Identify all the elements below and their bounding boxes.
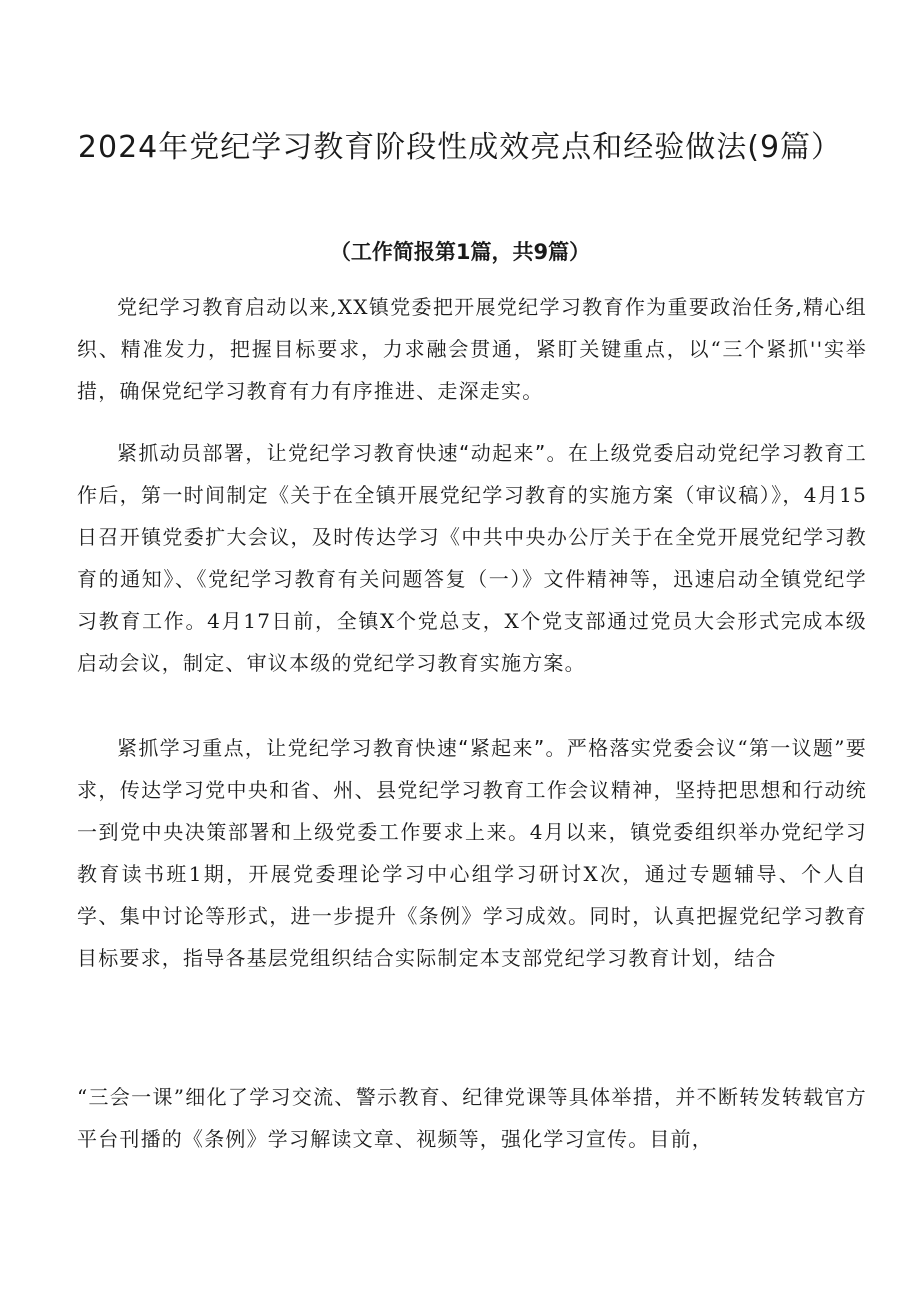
paragraph-lead: 紧抓动员部署，让党纪学习教育快速“动起来”。 <box>117 441 568 465</box>
paragraph-study-focus <box>77 727 867 979</box>
document-subtitle: （工作简报第1篇，共9篇） <box>329 240 591 264</box>
paragraph-text: 严格落实党委会议“第一议题”要求，传达学习党中央和省、州、县党纪学习教育工作会议精神，坚持把思想和行动统一到党中央决策部署和上级党委工作要求上来。4月以来，镇党委组织举办党纪学习教育读书班1期，开展党委理论学习中心组学习研讨X次，通过专题辅导、个人自学、集中讨论等形式，进一步提升《条例》学习成效。同时，认真把握党纪学习教育目标要求，指导各基层党组织结合实际制定本支部党纪学习教育计划，结合 <box>77 736 867 970</box>
document-title: 2024年党纪学习教育阶段性成效亮点和经验做法(9篇） <box>77 130 843 165</box>
paragraph-mobilization <box>77 432 867 684</box>
paragraph-text: 党纪学习教育启动以来,XX镇党委把开展党纪学习教育作为重要政治任务,精心组织、精准发力，把握目标要求，力求融会贯通，紧盯关键重点，以“三个紧抓''实举措，确保党纪学习教育有力有序推进、走深走实。 <box>77 295 867 403</box>
paragraph-text: “三会一课”细化了学习交流、警示教育、纪律党课等具体举措，并不断转发转载官方平台刊播的《条例》学习解读文章、视频等，强化学习宣传。目前， <box>77 1085 867 1151</box>
paragraph-text: 在上级党委启动党纪学习教育工作后，第一时间制定《关于在全镇开展党纪学习教育的实施方案（审议稿）》，4月15日召开镇党委扩大会议，及时传达学习《中共中央办公厅关于在全党开展党纪学习教育的通知》、《党纪学习教育有关问题答复（一）》文件精神等，迅速启动全镇党纪学习教育工作。4月17日前，全镇X个党总支，X个党支部通过党员大会形式完成本级启动会议，制定、审议本级的党纪学习教育实施方案。 <box>77 441 867 675</box>
paragraph-continuation <box>77 1076 867 1160</box>
paragraph-intro <box>77 286 867 412</box>
paragraph-lead: 紧抓学习重点，让党纪学习教育快速“紧起来”。 <box>117 736 567 760</box>
